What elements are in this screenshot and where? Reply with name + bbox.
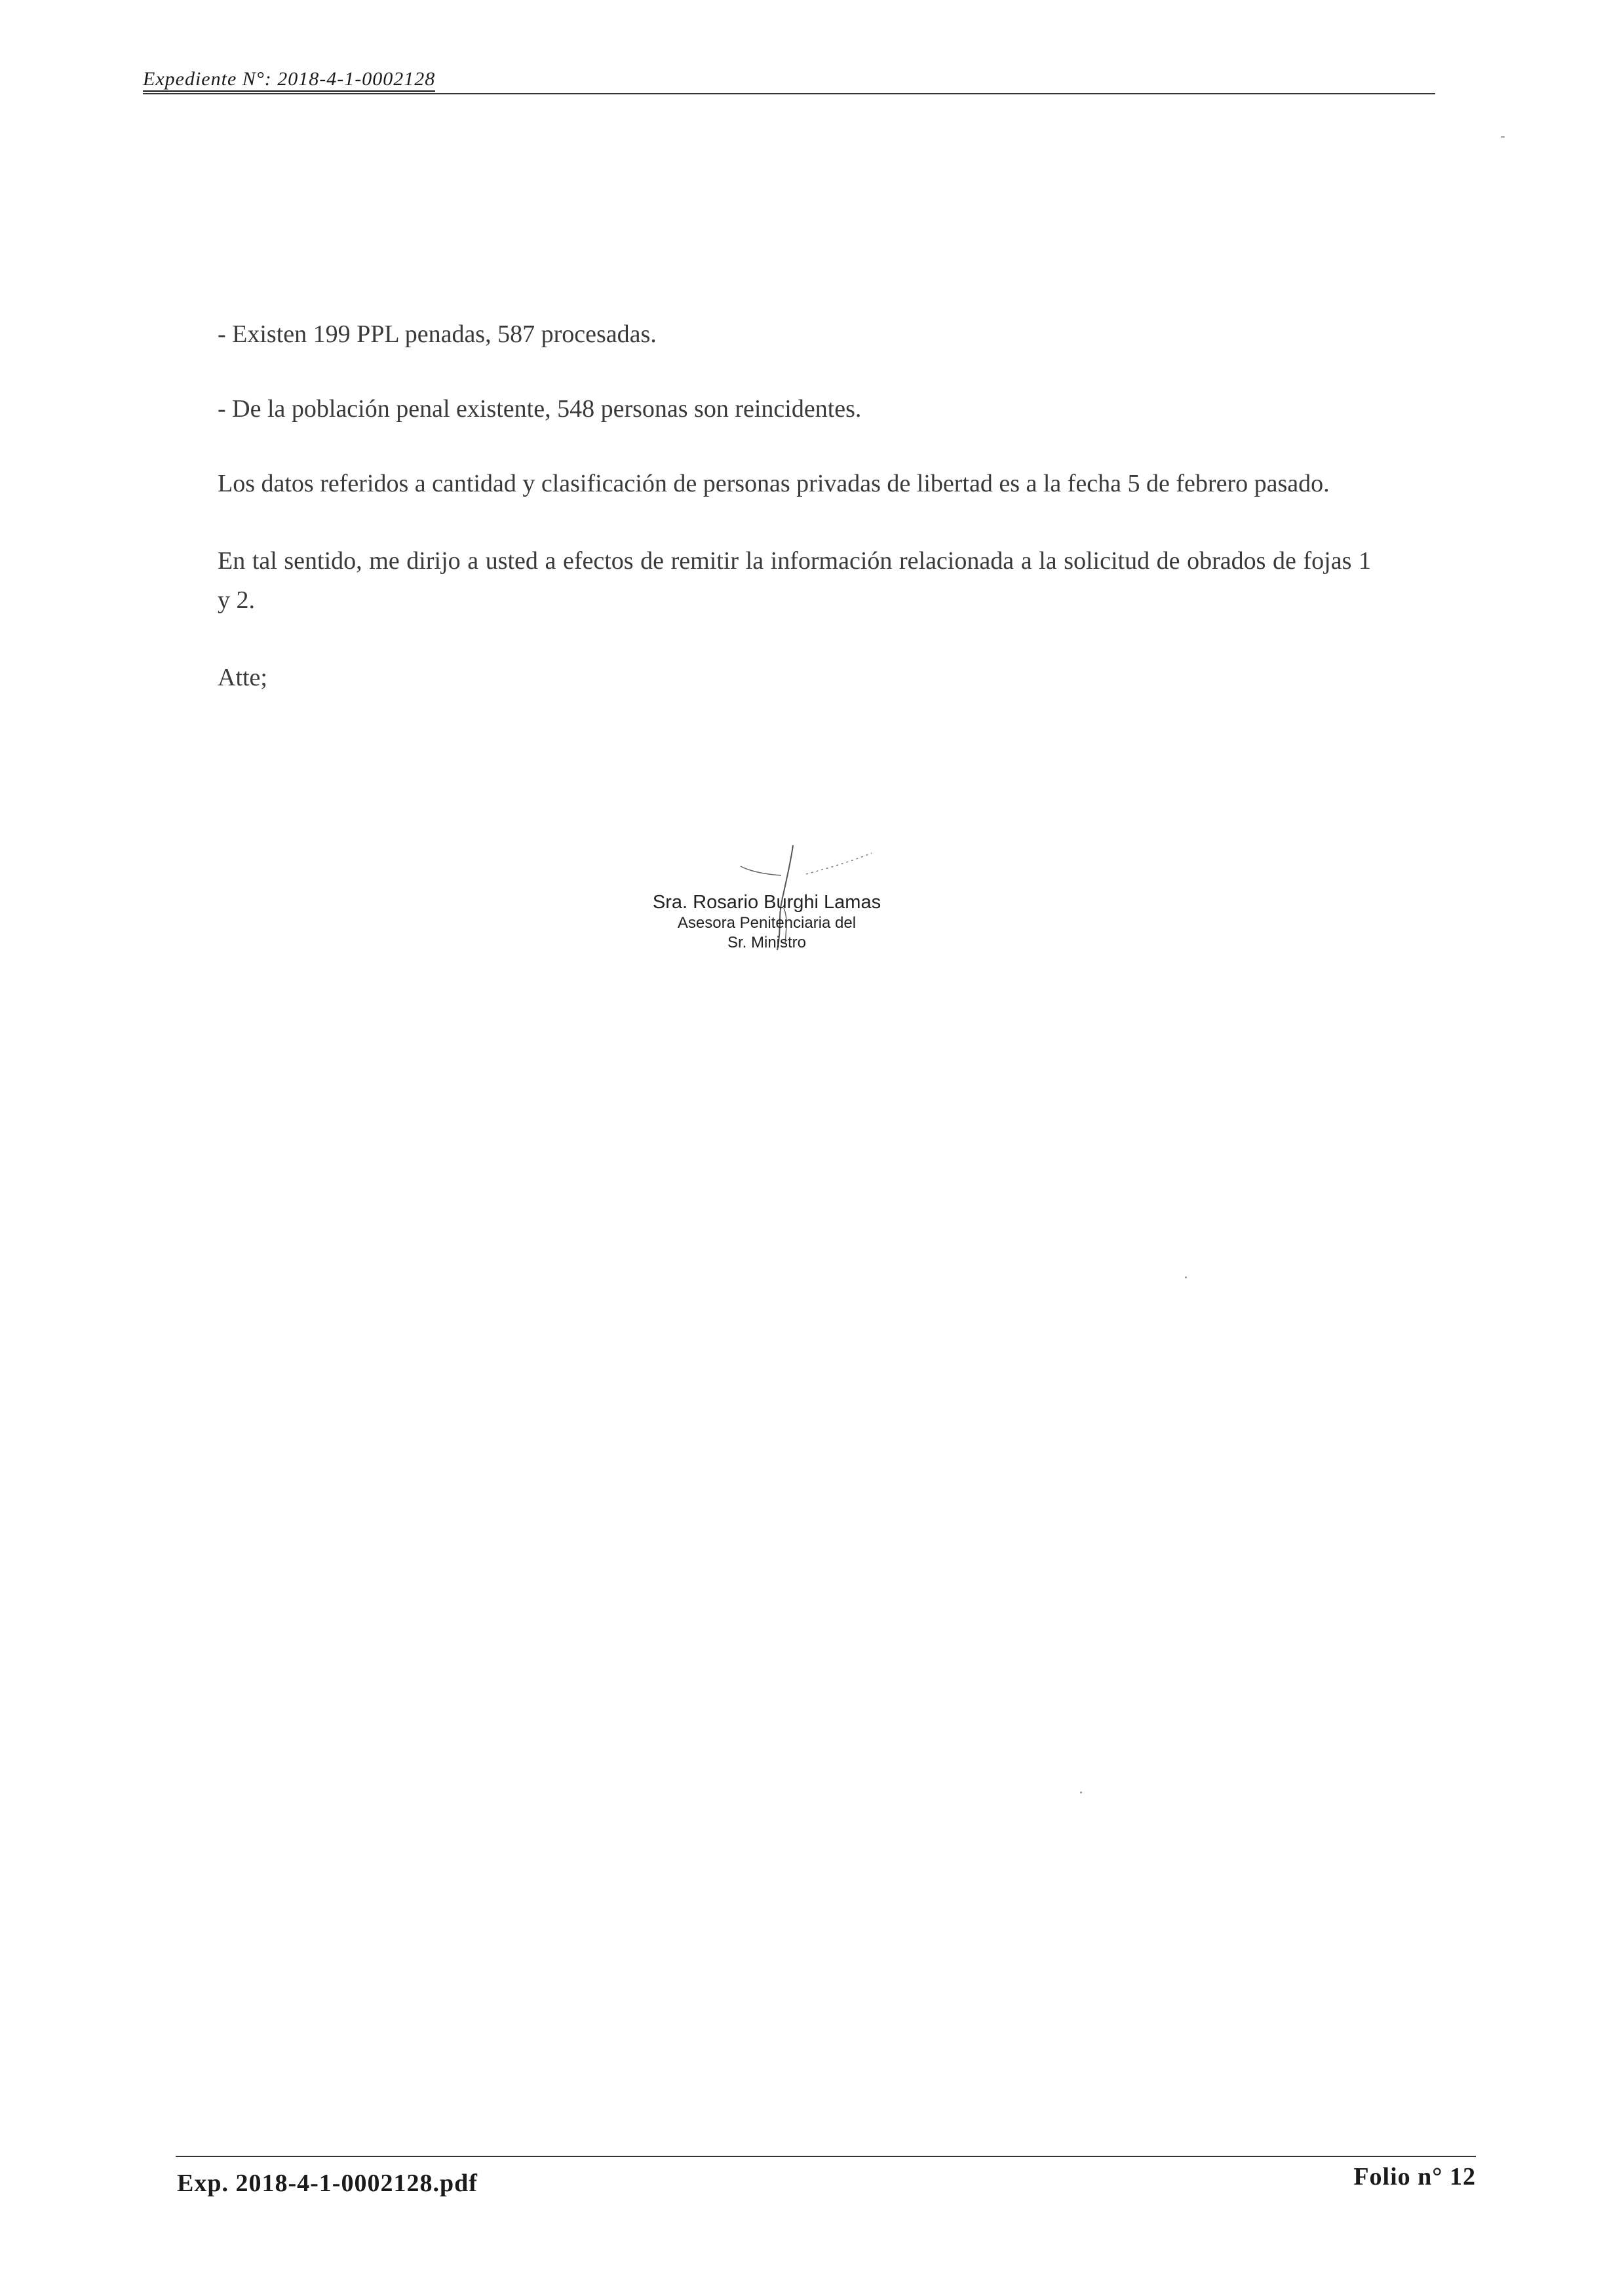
footer-folio: Folio n° 12 <box>1353 2163 1476 2191</box>
letter-body <box>218 315 1371 735</box>
expediente-number: Expediente N°: 2018-4-1-0002128 <box>143 68 435 92</box>
signature-block <box>609 845 924 970</box>
footer-filename: Exp. 2018-4-1-0002128.pdf <box>177 2170 478 2197</box>
signatory-role-line1: Asesora Penitenciaria del <box>677 914 857 932</box>
paragraph-remision: En tal sentido, me dirijo a usted a efectos de remitir la información relacionada a la solicitud de obrados de fojas 1 y 2. <box>218 547 1371 614</box>
page-header <box>143 66 1435 94</box>
paragraph-datos: Los datos referidos a cantidad y clasificación de personas privadas de libertad es a la fecha 5 de febrero pasado. <box>218 470 1330 497</box>
signatory-role-line2: Sr. Ministro <box>727 934 807 951</box>
scan-speck <box>1185 1276 1187 1278</box>
page-footer <box>176 2156 1476 2196</box>
paragraph-penadas: - Existen 199 PPL penadas, 587 procesadas. <box>218 320 657 348</box>
scan-speck <box>1501 136 1505 138</box>
scan-speck <box>1080 1791 1082 1793</box>
signatory-name: Sra. Rosario Burghi Lamas <box>652 892 881 913</box>
signature-stamp <box>609 891 924 953</box>
paragraph-reincidentes: - De la población penal existente, 548 personas son reincidentes. <box>218 395 862 423</box>
closing-atte: Atte; <box>218 664 267 691</box>
